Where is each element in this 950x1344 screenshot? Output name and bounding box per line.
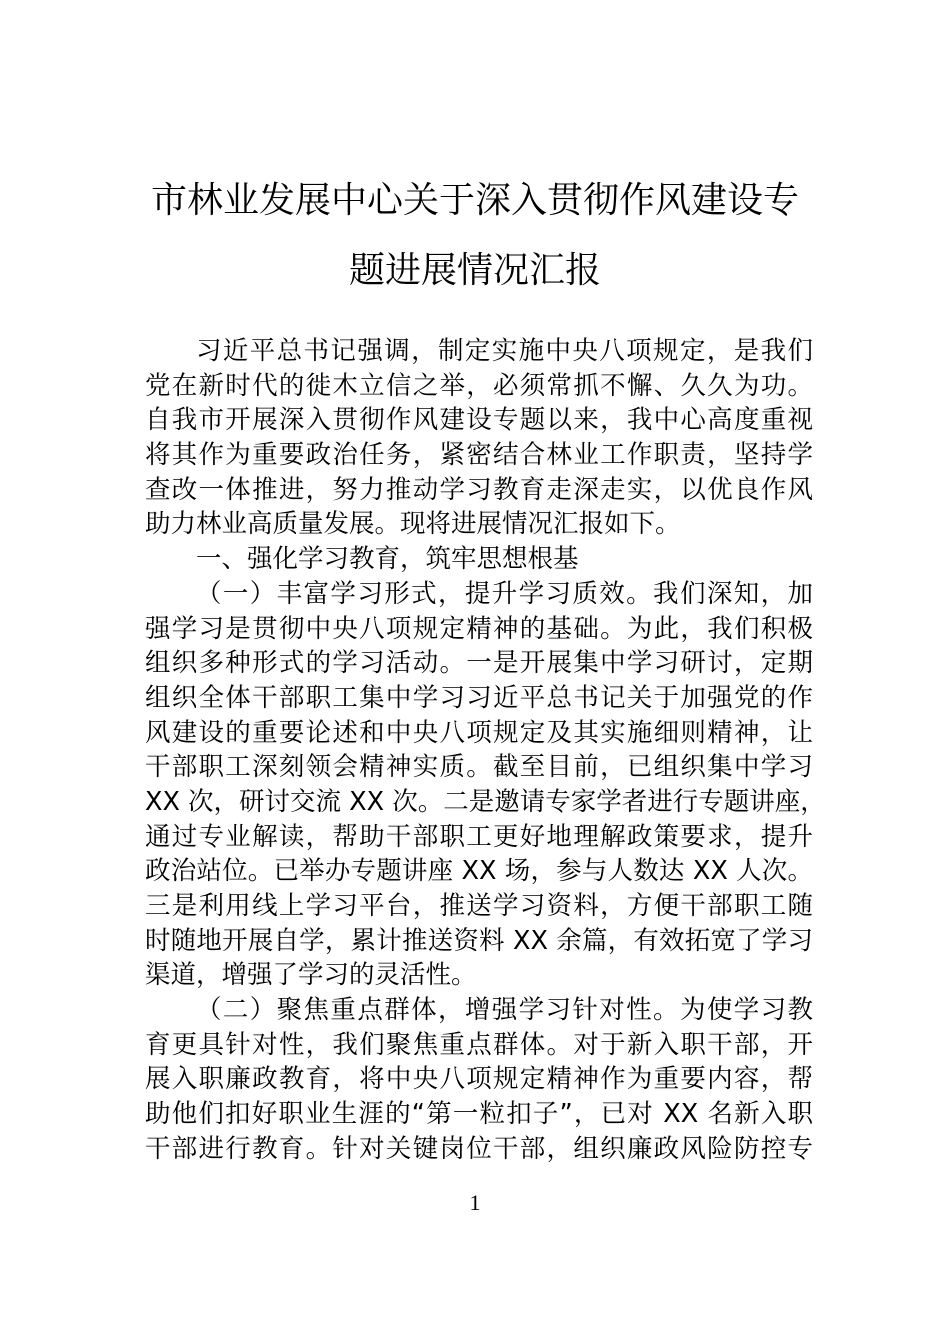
paragraph-line: 组织多种形式的学习活动。一是开展集中学习研讨，定期: [145, 648, 813, 679]
paragraph-line: （二）聚焦重点群体，增强学习针对性。为使学习教: [196, 995, 813, 1026]
paragraph-line: 习近平总书记强调，制定实施中央八项规定，是我们: [196, 336, 813, 366]
paragraph-line: XX 次，研讨交流 XX 次。二是邀请专家学者进行专题讲座，: [145, 786, 826, 817]
paragraph-line: 通过专业解读，帮助干部职工更好地理解政策要求，提升: [145, 821, 813, 852]
paragraph-line: 助他们扣好职业生涯的“第一粒扣子”，已对 XX 名新入职: [145, 1099, 813, 1130]
page-number: 1: [469, 1190, 481, 1215]
paragraph-line: （一）丰富学习形式，提升学习质效。我们深知，加: [196, 578, 813, 609]
document-title: [140, 166, 810, 306]
title-line-2: 题进展情况汇报: [348, 250, 601, 291]
paragraph-line: 强学习是贯彻中央八项规定精神的基础。为此，我们积极: [145, 613, 813, 644]
paragraph-line: 查改一体推进，努力推动学习教育走深走实，以优良作风: [145, 474, 813, 505]
paragraph-line: 自我市开展深入贯彻作风建设专题以来，我中心高度重视: [145, 405, 813, 436]
title-line-1: 市林业发展中心关于深入贯彻作风建设专: [150, 180, 799, 221]
paragraph-line: 干部职工深刻领会精神实质。截至目前，已组织集中学习: [145, 752, 813, 783]
paragraph-line: 渠道，增强了学习的灵活性。: [145, 960, 477, 991]
paragraph-line: 将其作为重要政治任务，紧密结合林业工作职责，坚持学: [145, 440, 813, 471]
paragraph-line: 时随地开展自学，累计推送资料 XX 余篇，有效拓宽了学习: [145, 925, 813, 956]
paragraph-line: 政治站位。已举办专题讲座 XX 场，参与人数达 XX 人次。: [145, 856, 813, 887]
section-heading: 一、强化学习教育，筑牢思想根基: [196, 544, 579, 575]
paragraph-line: 助力林业高质量发展。现将进展情况汇报如下。: [145, 509, 681, 540]
document-body: [145, 334, 826, 1167]
paragraph-line: 组织全体干部职工集中学习习近平总书记关于加强党的作: [145, 682, 813, 713]
paragraph-line: 干部进行教育。针对关键岗位干部，组织廉政风险防控专: [145, 1133, 813, 1164]
paragraph-line: 三是利用线上学习平台，推送学习资料，方便干部职工随: [145, 891, 813, 921]
paragraph-line: 党在新时代的徙木立信之举，必须常抓不懈、久久为功。: [145, 370, 813, 401]
paragraph-line: 育更具针对性，我们聚焦重点群体。对于新入职干部，开: [145, 1029, 813, 1060]
paragraph-line: 展入职廉政教育，将中央八项规定精神作为重要内容，帮: [145, 1064, 813, 1095]
paragraph-line: 风建设的重要论述和中央八项规定及其实施细则精神，让: [145, 717, 813, 748]
